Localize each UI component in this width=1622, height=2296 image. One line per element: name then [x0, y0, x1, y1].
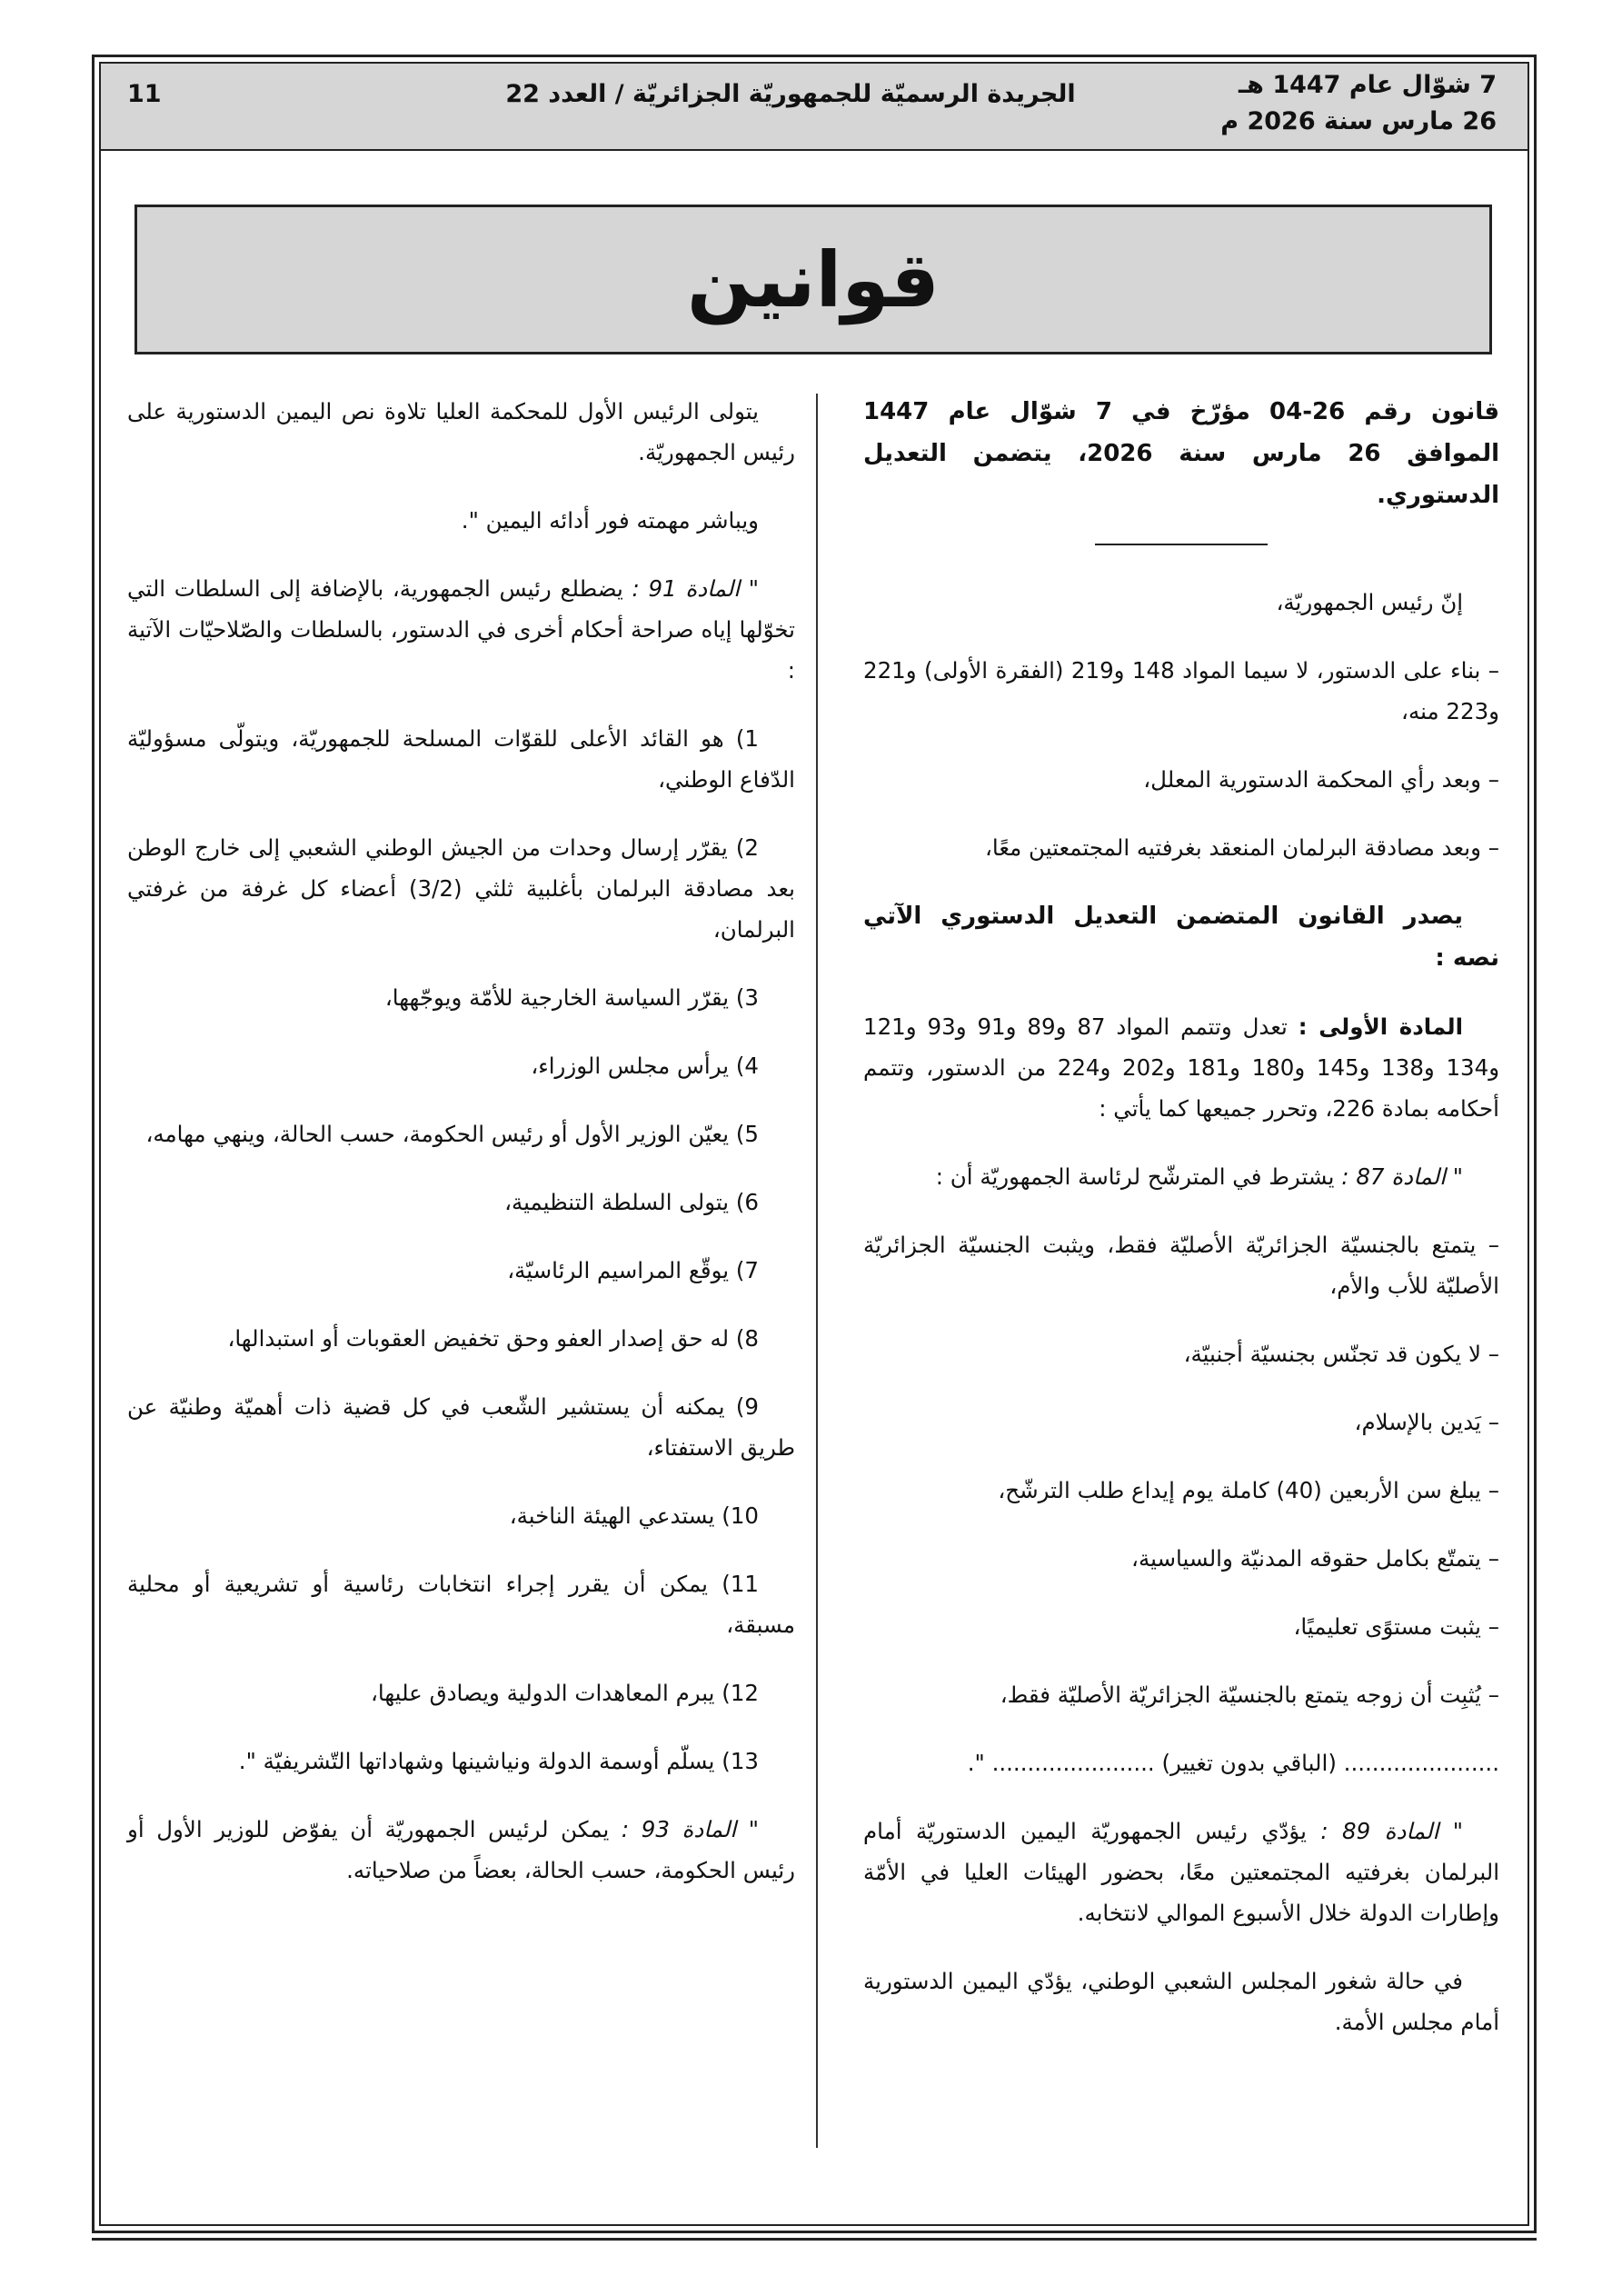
- article-89-text: يؤدّي رئيس الجمهوريّة اليمين الدستوريّة أمام البرلمان بغرفتيه المجتمعتين معًا، بحضور الهيئات العليا في الأمّة وإطارات الدولة خلال الأسبوع الموالي لانتخابه.: [863, 1818, 1499, 1926]
- article-93: [127, 1809, 795, 1891]
- list-item: 10) يستدعي الهيئة الناخبة،: [509, 1502, 759, 1529]
- page-number: 11: [127, 80, 162, 108]
- list-item: – يُثبِت أن زوجه يتمتع بالجنسيّة الجزائريّة الأصليّة فقط،: [863, 1674, 1499, 1715]
- list-item: 3) يقرّر السياسة الخارجية للأمّة ويوجّهها،: [384, 984, 759, 1011]
- list-item: – يتمتّع بكامل حقوقه المدنيّة والسياسية،: [863, 1538, 1499, 1579]
- article-87-label: " المادة 87 :: [1341, 1163, 1463, 1190]
- list-item: – يَدين بالإسلام،: [863, 1402, 1499, 1442]
- consideration-item: – بناء على الدستور، لا سيما المواد 148 و219 (الفقرة الأولى) و221 و223 منه،: [863, 650, 1499, 732]
- list-item: 13) يسلّم أوسمة الدولة ونياشينها وشهاداتها التّشريفيّة ".: [238, 1748, 759, 1774]
- left-paragraph-2: ويباشر مهمته فور أدائه اليمين ".: [461, 507, 759, 534]
- right-column: [863, 391, 1499, 2070]
- article-93-label: " المادة 93 :: [621, 1816, 759, 1842]
- article-89-label: " المادة 89 :: [1320, 1818, 1463, 1844]
- list-item: 4) يرأس مجلس الوزراء،: [531, 1053, 759, 1079]
- consideration-item: – وبعد مصادقة البرلمان المنعقد بغرفتيه المجتمعتين معًا،: [863, 827, 1499, 868]
- list-item: 7) يوقّع المراسيم الرئاسيّة،: [507, 1257, 759, 1283]
- list-item: 5) يعيّن الوزير الأول أو رئيس الحكومة، حسب الحالة، وينهي مهامه،: [145, 1121, 759, 1147]
- promulgation-text: يصدر القانون المتضمن التعديل الدستوري الآتي نصه :: [863, 903, 1499, 972]
- left-paragraph-1: يتولى الرئيس الأول للمحكمة العليا تلاوة نص اليمين الدستورية على رئيس الجمهوريّة.: [127, 398, 795, 465]
- article-87-rest: ...................... (الباقي بدون تغيير) ....................... ".: [967, 1750, 1499, 1776]
- article-89-vacancy: في حالة شغور المجلس الشعبي الوطني، يؤدّي اليمين الدستورية أمام مجلس الأمة.: [863, 1968, 1499, 2035]
- law-title: قانون رقم 26-04 مؤرّخ في 7 شوّال عام 1447 الموافق 26 مارس سنة 2026، يتضمن التعديل الدستوري.: [863, 398, 1500, 509]
- article-89: [863, 1811, 1499, 1933]
- article-87-text: يشترط في المترشّح لرئاسة الجمهوريّة أن :: [935, 1163, 1342, 1190]
- list-item: – لا يكون قد تجنّس بجنسيّة أجنبيّة،: [863, 1333, 1499, 1374]
- title-rule: [1095, 544, 1268, 545]
- article-91-text: يضطلع رئيس الجمهورية، بالإضافة إلى السلطات التي تخوّلها إياه صراحة أحكام أخرى في الدستور، بالسلطات والصّلاحيّات الآتية :: [127, 575, 795, 684]
- section-title-box: [134, 205, 1492, 354]
- list-item: 1) هو القائد الأعلى للقوّات المسلحة للجمهوريّة، ويتولّى مسؤوليّة الدّفاع الوطني،: [127, 725, 795, 793]
- bottom-rule: [92, 2238, 1537, 2241]
- header-date-hijri: 7 شوّال عام 1447 هـ: [1238, 71, 1497, 99]
- article-87: [863, 1156, 1499, 1197]
- list-item: – يبلغ سن الأربعين (40) كاملة يوم إيداع طلب الترشّح،: [863, 1470, 1499, 1511]
- list-item: – يثبت مستوًى تعليميًا،: [863, 1606, 1499, 1647]
- list-item: – يتمتع بالجنسيّة الجزائريّة الأصليّة فقط، ويثبت الجنسيّة الجزائريّة الأصليّة للأب والأم،: [863, 1224, 1499, 1306]
- list-item: 9) يمكنه أن يستشير الشّعب في كل قضية ذات أهميّة وطنيّة عن طريق الاستفتاء،: [127, 1393, 795, 1461]
- article-91: [127, 568, 795, 691]
- consideration-item: – وبعد رأي المحكمة الدستورية المعلل،: [863, 759, 1499, 800]
- section-title: قوانين: [687, 235, 940, 324]
- list-item: 12) يبرم المعاهدات الدولية ويصادق عليها،: [371, 1680, 759, 1706]
- left-column: [127, 391, 795, 1918]
- list-item: 8) له حق إصدار العفو وحق تخفيض العقوبات أو استبدالها،: [227, 1325, 759, 1352]
- article-91-label: " المادة 91 :: [632, 575, 759, 602]
- article-93-text: يمكن لرئيس الجمهوريّة أن يفوّض للوزير الأول أو رئيس الحكومة، حسب الحالة، بعضاً من صلاحياته.: [127, 1816, 795, 1883]
- header-date: [1197, 67, 1497, 140]
- list-item: 6) يتولى السلطة التنظيمية،: [504, 1189, 759, 1215]
- list-item: 11) يمكن أن يقرر إجراء انتخابات رئاسية أو تشريعية أو محلية مسبقة،: [127, 1571, 795, 1638]
- intro-text: إنّ رئيس الجمهوريّة،: [1276, 589, 1463, 615]
- article-1-text: تعدل وتتمم المواد 87 و89 و91 و93 و121 و134 و138 و145 و180 و181 و202 و224 من الدستور، وتتمم أحكامه بمادة 226، وتحرر جميعها كما يأتي :: [863, 1013, 1500, 1122]
- header-publication-title: الجريدة الرسميّة للجمهوريّة الجزائريّة / العدد 22: [505, 80, 1076, 108]
- article-1-label: المادة الأولى :: [1298, 1013, 1463, 1040]
- list-item: 2) يقرّر إرسال وحدات من الجيش الوطني الشعبي إلى خارج الوطن بعد مصادقة البرلمان بأغلبية ثلثي (3/2) أعضاء كل غرفة من غرفتي البرلمان،: [127, 834, 795, 943]
- header-date-gregorian: 26 مارس سنة 2026 م: [1220, 107, 1497, 135]
- article-1: [863, 1006, 1499, 1129]
- column-divider: [816, 394, 818, 2148]
